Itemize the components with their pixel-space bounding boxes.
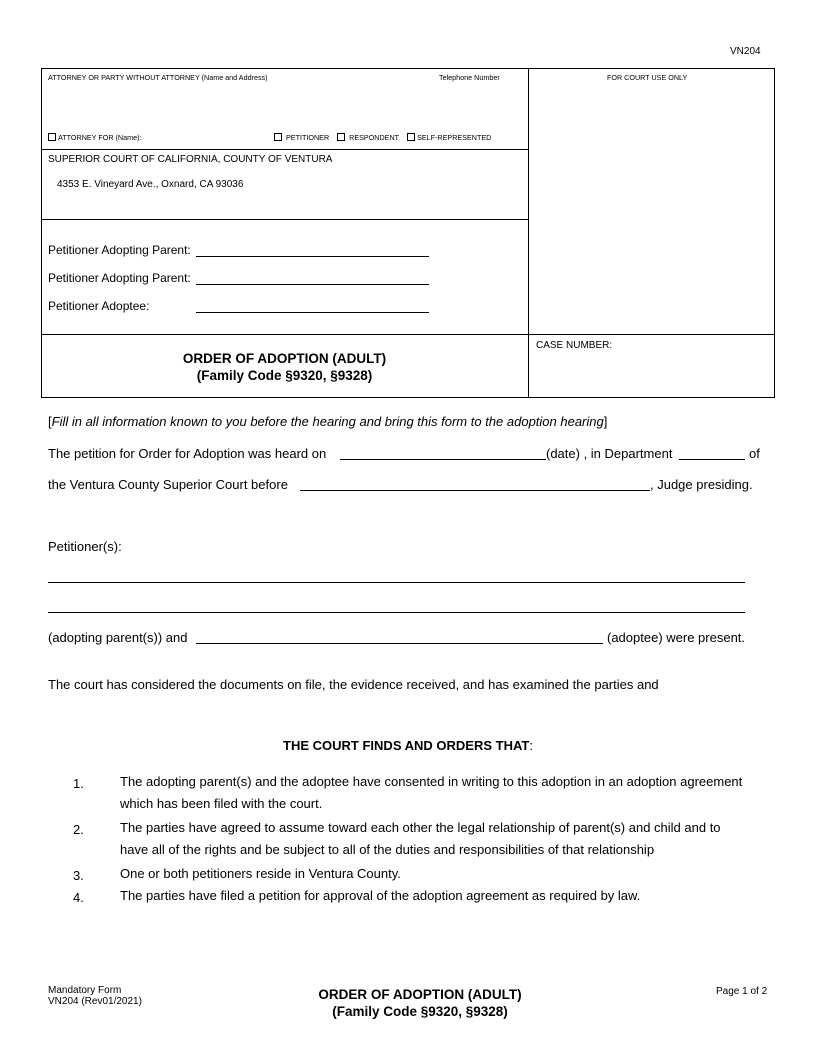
finding-3 [120, 863, 401, 885]
instruction-bracket-close: ] [603, 414, 608, 429]
finding-2-line-1: The parties have agreed to assume toward each other the legal relationship of parent(s) and child and to [120, 820, 721, 835]
petitioners-label: Petitioner(s): [48, 539, 122, 554]
finding-4 [120, 885, 640, 907]
court-use-label: FOR COURT USE ONLY [607, 73, 688, 82]
caption-divider-1 [41, 149, 528, 150]
attorney-for-label: ATTORNEY FOR (Name): [58, 133, 142, 142]
judge-field[interactable] [300, 490, 650, 491]
caption-divider-vertical [528, 68, 529, 398]
petitioner-adoptee-field[interactable] [196, 312, 429, 313]
petitioner-option[interactable] [274, 133, 329, 142]
department-field[interactable] [679, 459, 745, 460]
case-number-label: CASE NUMBER: [536, 340, 613, 351]
judge-presiding: , Judge presiding. [650, 477, 753, 492]
court-before: the Ventura County Superior Court before [48, 477, 288, 492]
petitioners-field-1[interactable] [48, 582, 745, 583]
footer-page-number: Page 1 of 2 [716, 986, 768, 997]
finding-3-line-1: One or both petitioners reside in Ventura County. [120, 866, 401, 881]
attorney-for-checkbox[interactable] [48, 133, 56, 141]
instruction [48, 414, 607, 429]
petitioner-parent-2-label: Petitioner Adopting Parent: [48, 271, 191, 285]
finding-1-number: 1. [73, 776, 84, 791]
footer-form-info [48, 985, 142, 1007]
petitioner-parent-1-label: Petitioner Adopting Parent: [48, 243, 191, 257]
considered-statement: The court has considered the documents on file, the evidence received, and has examined the parties and [48, 677, 659, 692]
instruction-bracket-open: [ [48, 414, 52, 429]
petitioners-field-2[interactable] [48, 612, 745, 613]
finding-2 [120, 817, 721, 861]
finding-3-number: 3. [73, 868, 84, 883]
form-title [41, 350, 528, 384]
footer-revision: VN204 (Rev01/2021) [48, 996, 142, 1007]
form-title-line-1: ORDER OF ADOPTION (ADULT) [182, 351, 387, 366]
findings-heading-colon: : [529, 738, 533, 753]
footer-mandatory: Mandatory Form [48, 985, 122, 996]
adoptee-present: (adoptee) were present. [607, 630, 746, 645]
respondent-label: RESPONDENT [349, 133, 400, 142]
caption-divider-2 [41, 219, 528, 220]
heard-date-label: (date) , in Department [546, 446, 673, 461]
finding-2-number: 2. [73, 822, 84, 837]
form-id: VN204 [730, 46, 761, 57]
self-represented-label: SELF-REPRESENTED [417, 133, 492, 142]
self-represented-option[interactable] [407, 133, 491, 142]
self-represented-checkbox[interactable] [407, 133, 415, 141]
instruction-text: Fill in all information known to you before the hearing and bring this form to the adoption hearing [51, 414, 604, 429]
footer-title-line-1: ORDER OF ADOPTION (ADULT) [318, 987, 522, 1002]
caption-divider-3 [41, 334, 775, 335]
attorney-label: ATTORNEY OR PARTY WITHOUT ATTORNEY (Name and Address) [48, 73, 268, 82]
form-title-line-2: (Family Code §9320, §9328) [196, 368, 373, 383]
petitioner-adoptee-label: Petitioner Adoptee: [48, 299, 150, 313]
finding-4-line-1: The parties have filed a petition for approval of the adoption agreement as required by law. [120, 888, 641, 903]
respondent-option[interactable] [337, 133, 399, 142]
heard-of: of [749, 446, 760, 461]
hearing-date-field[interactable] [340, 459, 546, 460]
findings-heading [0, 738, 816, 753]
findings-heading-text: THE COURT FINDS AND ORDERS THAT [283, 738, 530, 753]
finding-1 [120, 771, 742, 815]
petitioner-label: PETITIONER [286, 133, 330, 142]
telephone-label: Telephone Number [439, 73, 500, 82]
petitioner-parent-2-field[interactable] [196, 284, 429, 285]
finding-2-line-2: have all of the rights and be subject to all of the duties and responsibilities of that relationship [120, 842, 655, 857]
footer-title [270, 986, 570, 1020]
respondent-checkbox[interactable] [337, 133, 345, 141]
attorney-for-option[interactable] [48, 133, 141, 142]
petitioner-parent-1-field[interactable] [196, 256, 429, 257]
finding-1-line-1: The adopting parent(s) and the adoptee have consented in writing to this adoption in an adoption agreement [120, 774, 743, 789]
finding-4-number: 4. [73, 890, 84, 905]
petitioner-checkbox[interactable] [274, 133, 282, 141]
court-name: SUPERIOR COURT OF CALIFORNIA, COUNTY OF VENTURA [48, 154, 333, 165]
attorney-for-row [48, 133, 518, 142]
adoptee-field[interactable] [196, 643, 603, 644]
caption-box [41, 68, 775, 398]
adopting-parents-label: (adopting parent(s)) and [48, 630, 188, 645]
court-address: 4353 E. Vineyard Ave., Oxnard, CA 93036 [57, 179, 244, 190]
finding-1-line-2: which has been filed with the court. [120, 796, 323, 811]
heard-prefix: The petition for Order for Adoption was heard on [48, 446, 327, 461]
footer-title-line-2: (Family Code §9320, §9328) [332, 1004, 508, 1019]
